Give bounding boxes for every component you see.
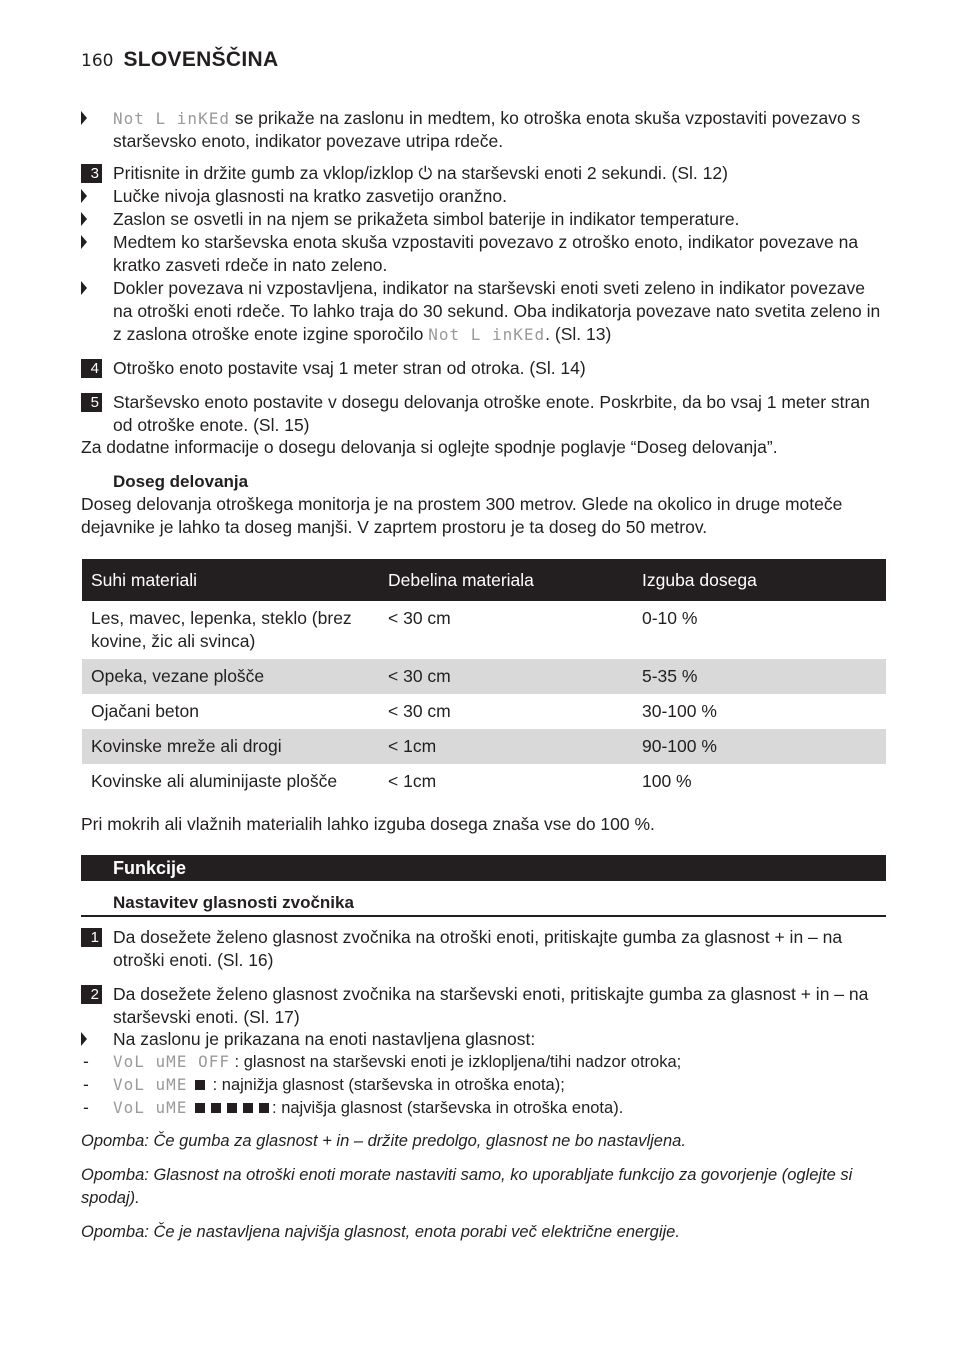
- section-title: Funkcije: [113, 858, 187, 878]
- lcd-text: VoL uME: [113, 1075, 188, 1094]
- table-header-cell: Izguba dosega: [633, 559, 886, 601]
- table-row: [82, 764, 886, 799]
- subheading: Nastavitev glasnosti zvočnika: [113, 893, 354, 912]
- table-cell: < 1cm: [379, 729, 633, 764]
- paragraph: Doseg delovanja otroškega monitorja je na prostem 300 metrov. Glede na okolico in druge moteče dejavnike je lahko ta doseg manjši. V zaprtem prostoru je ta doseg do 50 metrov.: [81, 494, 843, 537]
- table-row: [82, 601, 886, 659]
- power-icon: ⏻: [418, 164, 433, 184]
- divider: [81, 915, 886, 917]
- step-number: 4: [81, 359, 102, 378]
- table-header-row: [82, 559, 886, 601]
- bullet-icon: [81, 231, 91, 257]
- volume-level-icon: [259, 1103, 269, 1113]
- paragraph: Pri mokrih ali vlažnih materialih lahko izguba dosega znaša vse do 100 %.: [81, 814, 655, 834]
- step-number: 5: [81, 393, 102, 412]
- step-item: 2 Da dosežete želeno glasnost zvočnika na starševski enoti, pritiskajte gumba za glasnost + in – na starševski enoti. (Sl. 17): [81, 983, 887, 1029]
- table-cell: 0-10 %: [642, 608, 698, 628]
- table-cell: 100 %: [642, 771, 692, 791]
- table-cell: < 30 cm: [379, 659, 633, 694]
- list-item: - VoL uME OFF : glasnost na starševski enoti je izklopljena/tihi nadzor otroka;: [83, 1051, 682, 1071]
- page-language-title: SLOVENŠČINA: [123, 48, 279, 71]
- section-title-bar: [81, 855, 886, 881]
- page-header: [81, 48, 278, 74]
- note: Opomba: Glasnost na otroški enoti morate nastaviti samo, ko uporabljate funkcijo za govorjenje (oglejte si spodaj).: [81, 1166, 853, 1207]
- volume-level-icon: [243, 1103, 253, 1113]
- table-cell: 90-100 %: [633, 729, 886, 764]
- list-item: Not L inKEd se prikaže na zaslonu in medtem, ko otroška enota skuša vzpostaviti povezavo s starševsko enoto, indikator povezave utripa rdeče.: [81, 107, 887, 153]
- step-item: 4 Otroško enoto postavite vsaj 1 meter stran od otroka. (Sl. 14): [81, 357, 887, 380]
- table-cell: < 1cm: [388, 771, 437, 791]
- list-item: Lučke nivoja glasnosti na kratko zasvetijo oranžno.: [81, 185, 887, 208]
- list-item: Medtem ko starševska enota skuša vzpostaviti povezavo z otroško enoto, indikator povezave na kratko zasveti rdeče in nato zeleno.: [81, 231, 887, 277]
- table-row: [82, 659, 886, 694]
- table-cell: Les, mavec, lepenka, steklo (brez kovine, žic ali svinca): [91, 608, 352, 651]
- table-cell: Opeka, vezane plošče: [82, 659, 379, 694]
- list-item: Dokler povezava ni vzpostavljena, indikator na starševski enoti sveti zeleno in indikator povezave na otroški enoti rdeče. To lahko traja do 30 sekund. Oba indikatorja povezave nato svetita zeleno in z zaslona otroške enote izgine sporočilo Not L inKEd. (Sl. 13): [81, 277, 887, 346]
- table-row: [82, 729, 886, 764]
- bullet-icon: [81, 277, 91, 303]
- table-cell: Ojačani beton: [91, 701, 199, 721]
- volume-level-icon: [227, 1103, 237, 1113]
- list-item: Zaslon se osvetli in na njem se prikažeta simbol baterije in indikator temperature.: [81, 208, 887, 231]
- table-cell: 30-100 %: [642, 701, 717, 721]
- volume-level-icon: [211, 1103, 221, 1113]
- lcd-text: Not L inKEd: [113, 109, 230, 128]
- step-number: 2: [81, 985, 102, 1004]
- table-cell: Kovinske ali aluminijaste plošče: [91, 771, 338, 791]
- note: Opomba: Če je nastavljena najvišja glasnost, enota porabi več električne energije.: [81, 1223, 680, 1241]
- page-number: 160: [81, 51, 114, 71]
- note: Opomba: Če gumba za glasnost + in – držite predolgo, glasnost ne bo nastavljena.: [81, 1132, 686, 1150]
- table-header-cell: Debelina materiala: [379, 559, 633, 601]
- table-cell: 5-35 %: [633, 659, 886, 694]
- step-number: 1: [81, 928, 102, 947]
- step-item: 1 Da dosežete želeno glasnost zvočnika na otroški enoti, pritiskajte gumba za glasnost + in – na otroški enoti. (Sl. 16): [81, 926, 887, 972]
- lcd-text: Not L inKEd: [428, 325, 546, 344]
- volume-level-icon: [195, 1103, 205, 1113]
- step-item: 5 Starševsko enoto postavite v dosegu delovanja otroške enote. Poskrbite, da bo vsaj 1 meter stran od otroške enote. (Sl. 15): [81, 391, 887, 437]
- range-table: [82, 559, 886, 799]
- table-cell: < 30 cm: [388, 701, 451, 721]
- table-cell: < 30 cm: [388, 608, 451, 628]
- step-item: 3 Pritisnite in držite gumb za vklop/izklop ⏻ na starševski enoti 2 sekundi. (Sl. 12): [81, 162, 887, 185]
- lcd-text: VoL uME OFF: [113, 1052, 230, 1071]
- lcd-text: VoL uME: [113, 1098, 188, 1117]
- table-header-cell: Suhi materiali: [82, 559, 379, 601]
- subheading: Doseg delovanja: [113, 472, 249, 491]
- table-cell: Kovinske mreže ali drogi: [82, 729, 379, 764]
- table-row: [82, 694, 886, 729]
- bullet-icon: [81, 107, 91, 133]
- list-item: Na zaslonu je prikazana na enoti nastavljena glasnost:: [81, 1028, 887, 1051]
- paragraph: Za dodatne informacije o dosegu delovanja si oglejte spodnje poglavje “Doseg delovanja”.: [81, 437, 778, 457]
- list-item: - VoL uME : najvišja glasnost (starševska in otroška enota).: [83, 1097, 624, 1117]
- step-number: 3: [81, 164, 102, 183]
- list-item: - VoL uME : najnižja glasnost (starševska in otroška enota);: [83, 1074, 565, 1094]
- volume-level-icon: [195, 1080, 205, 1090]
